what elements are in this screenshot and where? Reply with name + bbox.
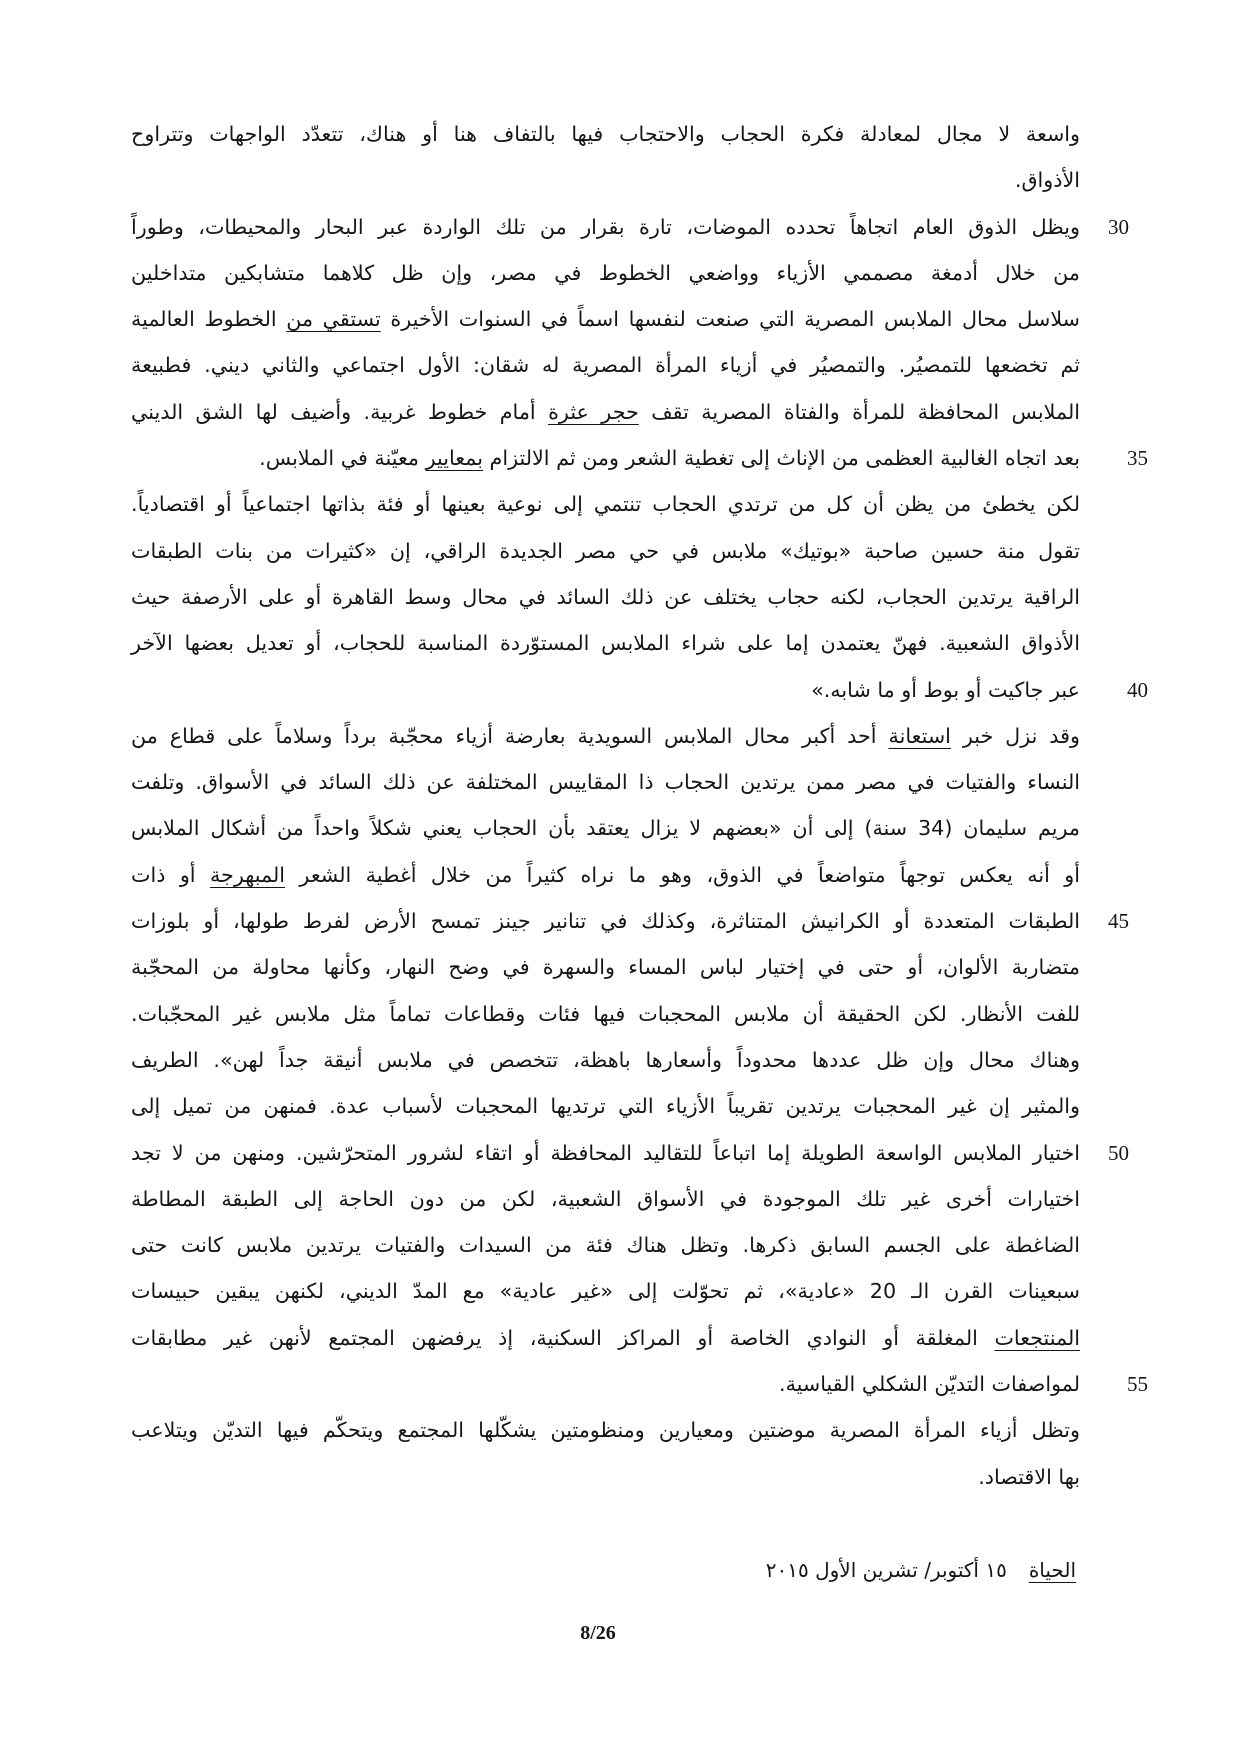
text-line [131,1361,1148,1407]
text-line [131,1176,1080,1222]
underlined-text: المبهرجة [209,862,285,887]
line-text [131,816,1080,840]
text-line [131,805,1080,851]
line-number: 40 [1127,677,1148,702]
underlined-text: المنتجعات [994,1325,1080,1350]
line-text [131,770,1080,794]
text-segment: بعد اتجاه الغالبية العظمى من الإناث إلى تغطية الشعر ومن ثم الالتزام [482,446,1080,471]
text-segment: أمام خطوط غربية. وأضيف لها الشق الديني [131,399,549,424]
text-line [131,481,1080,527]
text-line [131,759,1080,805]
source-date: ١٥ أكتوبر/ تشرين الأول ٢٠١٥ [765,1558,1007,1582]
line-text [131,1233,1080,1257]
line-number: 30 [1108,214,1129,239]
underlined-text: تستقي من [286,307,381,332]
line-text [131,1187,1080,1211]
text-segment: أو ذات [131,862,210,887]
text-segment: ويظل الذوق العام اتجاهاً تحدده الموضات، تارة بقرار من تلك الواردة عبر البحار والمحيطات، وطوراً [131,214,1080,239]
line-text [779,1372,1080,1396]
line-number: 50 [1108,1140,1129,1165]
text-line [131,667,1148,713]
text-line [131,1268,1080,1314]
line-text [131,215,1080,239]
underlined-text: حجر عثرة [548,399,639,424]
underlined-text: بمعايير [425,446,483,471]
text-line [131,944,1080,990]
text-segment: لمواصفات التديّن الشكلي القياسية. [779,1372,1080,1397]
text-segment: اختيارات أخرى غير تلك الموجودة في الأسواق الشعبية، لكن من دون الحاجة إلى الطبقة المطاطة [131,1186,1080,1211]
text-segment: الطبقات المتعددة أو الكرانيش المتناثرة، وكذلك في تنانير جينز تمسح الأرض لفرط طولها، أو بلوزات [131,909,1080,934]
text-segment: الضاغطة على الجسم السابق ذكرها. وتظل هناك فئة من السيدات والفتيات يرتدين ملابس كانت حتى [131,1233,1080,1258]
line-text [978,1465,1080,1489]
line-text [131,400,1080,424]
text-segment: وهناك محال وإن ظل عددها محدوداً وأسعارها باهظة، تتخصص في ملابس أنيقة جداً لهن». الطريف [131,1047,1080,1072]
text-line [131,852,1080,898]
text-line [131,389,1080,435]
text-line [131,1083,1080,1129]
text-line [131,250,1080,296]
line-text [131,1002,1080,1026]
text-line [131,713,1080,759]
text-line [131,157,1080,203]
source-citation [766,1547,1076,1593]
text-segment: مريم سليمان (34 سنة) إلى أن «بعضهم لا يزال يعتقد بأن الحجاب يعني شكلاً واحداً من أشكال الملابس [131,816,1081,841]
line-number: 35 [1127,446,1148,471]
text-line [131,620,1080,666]
text-line [131,898,1129,944]
text-segment: اختيار الملابس الواسعة الطويلة إما اتباعاً للتقاليد المحافظة أو اتقاء لشرور المتحرّشين. ومنهن من لا تجد [131,1140,1080,1165]
text-segment: واسعة لا مجال لمعادلة فكرة الحجاب والاحتجاب فيها بالتفاف هنا أو هناك، تتعدّد الواجهات وتتراوح [131,122,1080,146]
text-segment: وقد نزل خبر [950,723,1081,748]
text-segment: للفت الأنظار. لكن الحقيقة أن ملابس المحجبات فيها فئات وقطاعات تماماً مثل ملابس غير المحجّبات. [131,1001,1080,1026]
text-line [131,111,1080,157]
line-text [131,261,1080,285]
text-segment: الملابس المحافظة للمرأة والفتاة المصرية تقف [638,399,1080,424]
text-line [131,1037,1080,1083]
text-segment: أحد أكبر محال الملابس السويدية بعارضة أزياء محجّبة برداً وسلاماً على قطاع من [131,723,889,748]
text-segment: وتظل أزياء المرأة المصرية موضتين ومعيارين ومنظومتين يشكّلها المجتمع ويتحكّم فيها التديّن ويتلاعب [131,1418,1080,1443]
line-text [131,1326,1080,1350]
text-segment: الراقية يرتدين الحجاب، لكنه حجاب يختلف عن ذلك السائد في محال وسط القاهرة أو على الأرصفة حيث [131,584,1080,609]
line-text [131,863,1080,887]
line-text [131,631,1080,655]
text-segment: بها الاقتصاد. [978,1464,1080,1489]
line-text [131,1141,1080,1165]
text-line [131,435,1148,481]
line-number: 45 [1108,909,1129,934]
line-text [131,122,1080,146]
line-text [131,724,1080,748]
text-segment: النساء والفتيات في مصر ممن يرتدين الحجاب ذا المقاييس المختلفة عن ذلك السائد في الأسواق. وتلفت [131,770,1080,795]
text-line [131,991,1080,1037]
text-segment: متضاربة الألوان، أو حتى في إختيار لباس المساء والسهرة في وضح النهار، وكأنها محاولة من المحجّبة [131,955,1080,980]
text-segment: من خلال أدمغة مصممي الأزياء وواضعي الخطوط في مصر، وإن ظل كلاهما متشابكين متداخلين [131,260,1080,285]
line-text [1015,168,1080,192]
text-line [131,296,1080,342]
text-line [131,1315,1080,1361]
line-text [131,492,1080,516]
text-line [131,342,1080,388]
text-segment: لكن يخطئ من يظن أن كل من ترتدي الحجاب تنتمي إلى نوعية بعينها أو فئة بذاتها اجتماعياً أو اقتصادياً. [131,492,1080,517]
text-segment: تقول منة حسين صاحبة «بوتيك» ملابس في حي مصر الجديدة الراقي، إن «كثيرات من بنات الطبقات [131,538,1080,563]
text-segment: الأذواق. [1014,168,1080,193]
text-segment: معيّنة في الملابس. [259,446,426,471]
text-segment: المغلقة أو النوادي الخاصة أو المراكز السكنية، إذ يرفضهن المجتمع لأنهن غير مطابقات [131,1325,995,1350]
text-segment: سلاسل محال الملابس المصرية التي صنعت لنفسها اسماً في السنوات الأخيرة [380,307,1080,332]
line-text [131,307,1080,331]
text-segment: والمثير إن غير المحجبات يرتدين تقريباً الأزياء التي ترتديها المحجبات لأسباب عدة. فمنهن من تميل إلى [131,1094,1080,1119]
text-segment: الخطوط العالمية [131,307,287,332]
text-line [131,1130,1129,1176]
line-text [131,1048,1080,1072]
text-line [131,528,1080,574]
line-text [131,1279,1080,1303]
line-text [131,1418,1080,1442]
text-segment: عبر جاكيت أو بوط أو ما شابه.» [811,677,1080,702]
page-number: 8/26 [580,1622,616,1644]
line-text [131,909,1080,933]
text-segment: ثم تخضعها للتمصيُر. والتمصيُر في أزياء المرأة المصرية له شقان: الأول اجتماعي والثاني ديني. فطبيعة [131,353,1080,378]
line-text [131,539,1080,563]
text-line [131,1454,1080,1500]
text-line [131,574,1080,620]
text-line [131,1407,1080,1453]
line-number: 55 [1127,1372,1148,1397]
text-segment: أو أنه يعكس توجهاً متواضعاً في الذوق، وهو ما نراه كثيراً من خلال أغطية الشعر [285,862,1081,887]
text-segment: الأذواق الشعبية. فهنّ يعتمدن إما على شراء الملابس المستوّردة المناسبة للحجاب، أو تعديل بعضها الآخر [131,631,1080,656]
underlined-text: استعانة [888,723,951,748]
line-text [131,585,1080,609]
line-text [131,1094,1080,1118]
text-line [131,204,1129,250]
line-text [131,955,1080,979]
text-line [131,1222,1080,1268]
line-text [259,446,1080,470]
line-text [131,353,1080,377]
text-segment: سبعينات القرن الـ 20 «عادية»، ثم تحوّلت إلى «غير عادية» مع المدّ الديني، لكنهن يبقين حبيسات [131,1279,1081,1304]
line-text [811,678,1080,702]
source-publication: الحياة [1028,1558,1076,1582]
article-body [131,111,1148,1500]
